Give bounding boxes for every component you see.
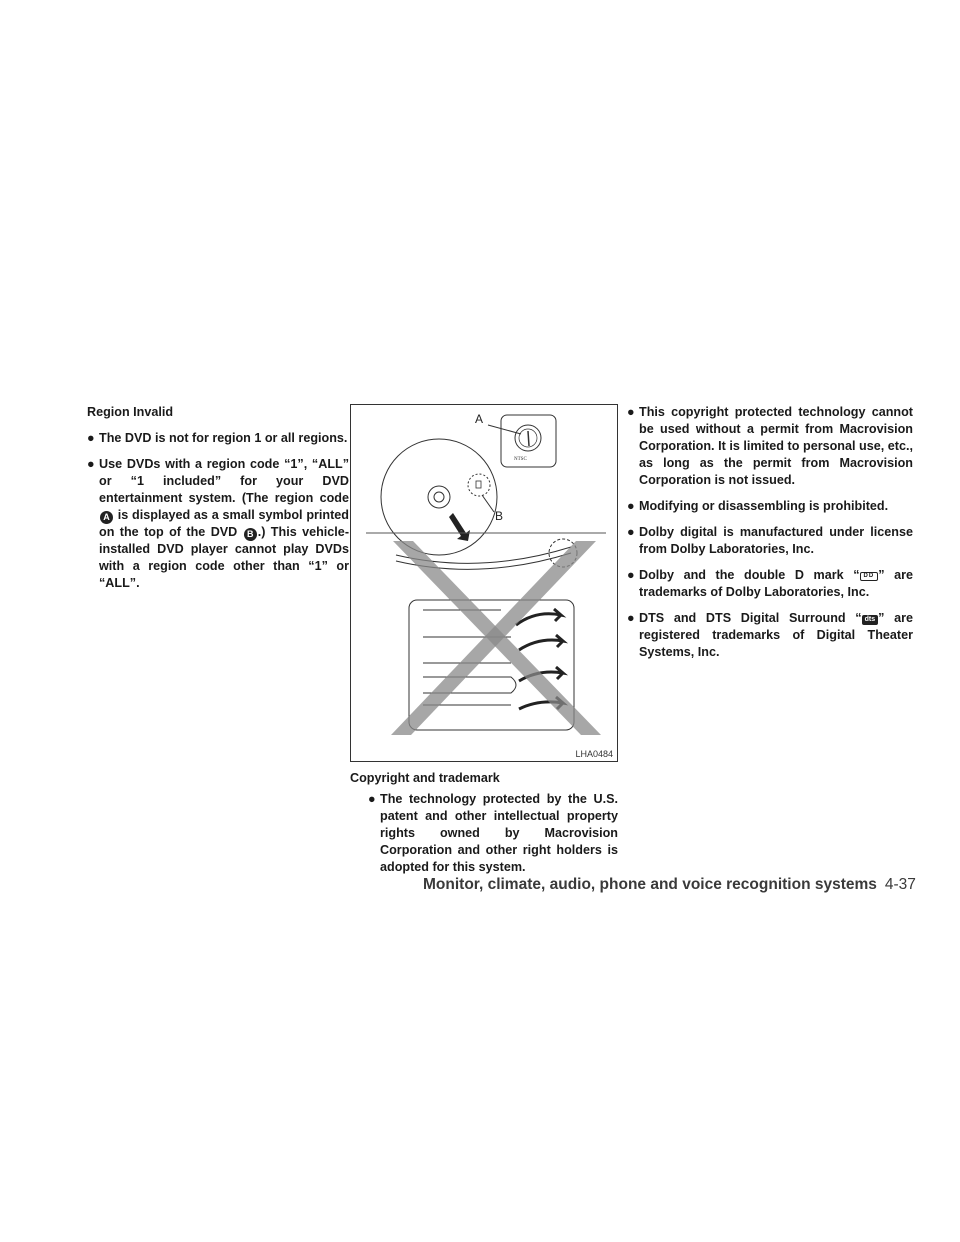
leader-b	[482, 495, 494, 512]
list-item-text: ” are trademarks of Dolby Laboratories, Inc.	[639, 568, 913, 599]
arrow-down-icon	[449, 513, 470, 541]
list-item	[87, 430, 349, 447]
list-item	[368, 791, 618, 876]
bullet-icon: ●	[368, 792, 376, 806]
disc-hub	[428, 486, 450, 508]
list-item	[627, 610, 913, 661]
region-symbol-circle	[468, 474, 490, 496]
region-invalid-list	[87, 430, 349, 592]
list-item-text: The DVD is not for region 1 or all regions.	[99, 431, 348, 445]
page-number: 4-37	[884, 876, 916, 893]
leader-a	[488, 425, 521, 434]
disc-hole	[434, 492, 444, 502]
copyright-list	[350, 791, 618, 876]
list-item	[627, 567, 913, 601]
bullet-icon: ●	[627, 405, 635, 419]
dts-logo-icon: dts	[862, 615, 879, 625]
ntsc-label: NTSC	[514, 457, 527, 462]
dvd-illustration	[351, 405, 619, 763]
list-item-text: DTS and DTS Digital Surround “	[639, 611, 862, 625]
list-item-text: is displayed as a small symbol printed on the top of the DVD	[99, 508, 350, 539]
dvd-region-figure	[350, 404, 618, 762]
dolby-logo-icon: DD	[860, 572, 879, 581]
label-a: A	[475, 412, 484, 426]
bullet-icon: ●	[627, 568, 635, 582]
disc-shape	[381, 439, 497, 555]
list-item	[87, 456, 349, 592]
list-item-text: Dolby digital is manufactured under license from Dolby Laboratories, Inc.	[639, 525, 913, 556]
list-item-text: Dolby and the double D mark “	[639, 568, 860, 582]
list-item	[627, 524, 913, 558]
label-b: B	[495, 509, 504, 523]
bullet-icon: ●	[627, 525, 635, 539]
region-invalid-section	[87, 404, 349, 601]
bullet-icon: ●	[87, 431, 95, 445]
bullet-icon: ●	[87, 457, 95, 471]
copyright-section	[350, 770, 618, 885]
zoom-symbol-digit	[528, 431, 529, 446]
marker-a-icon: A	[100, 511, 113, 524]
copyright-heading: Copyright and trademark	[350, 771, 500, 785]
bullet-icon: ●	[627, 499, 635, 513]
list-item-text: The technology protected by the U.S. patent and other intellectual property rights owned by Macrovision Corporation and other right holders is adopted for this system.	[380, 792, 618, 874]
list-item-text: Use DVDs with a region code “1”, “ALL” or “1 included” for your DVD entertainment system. (The region code	[99, 457, 349, 505]
trademark-list	[627, 404, 913, 661]
marker-b-icon: B	[244, 528, 257, 541]
bullet-icon: ●	[627, 611, 635, 625]
region-invalid-heading: Region Invalid	[87, 405, 174, 419]
list-item-text: ” are registered trademarks of Digital Theater Systems, Inc.	[639, 611, 913, 659]
list-item-text: This copyright protected technology cannot be used without a permit from Macrovision Corporation. It is limited to personal use, etc., as long as the permit from Macrovision Corporation is not issued.	[639, 405, 913, 487]
region-symbol	[476, 481, 481, 488]
page-footer	[423, 876, 916, 894]
insert-arrow-icon	[519, 635, 563, 650]
list-item	[627, 404, 913, 489]
figure-code: LHA0484	[575, 749, 613, 759]
list-item	[627, 498, 913, 515]
footer-section-title: Monitor, climate, audio, phone and voice recognition systems	[423, 876, 877, 893]
list-item-text: Modifying or disassembling is prohibited.	[639, 499, 889, 513]
trademark-section	[627, 404, 913, 670]
list-item-text: .) This vehicle-installed DVD player cannot play DVDs with a region code other than “1” or “ALL”.	[99, 525, 350, 590]
